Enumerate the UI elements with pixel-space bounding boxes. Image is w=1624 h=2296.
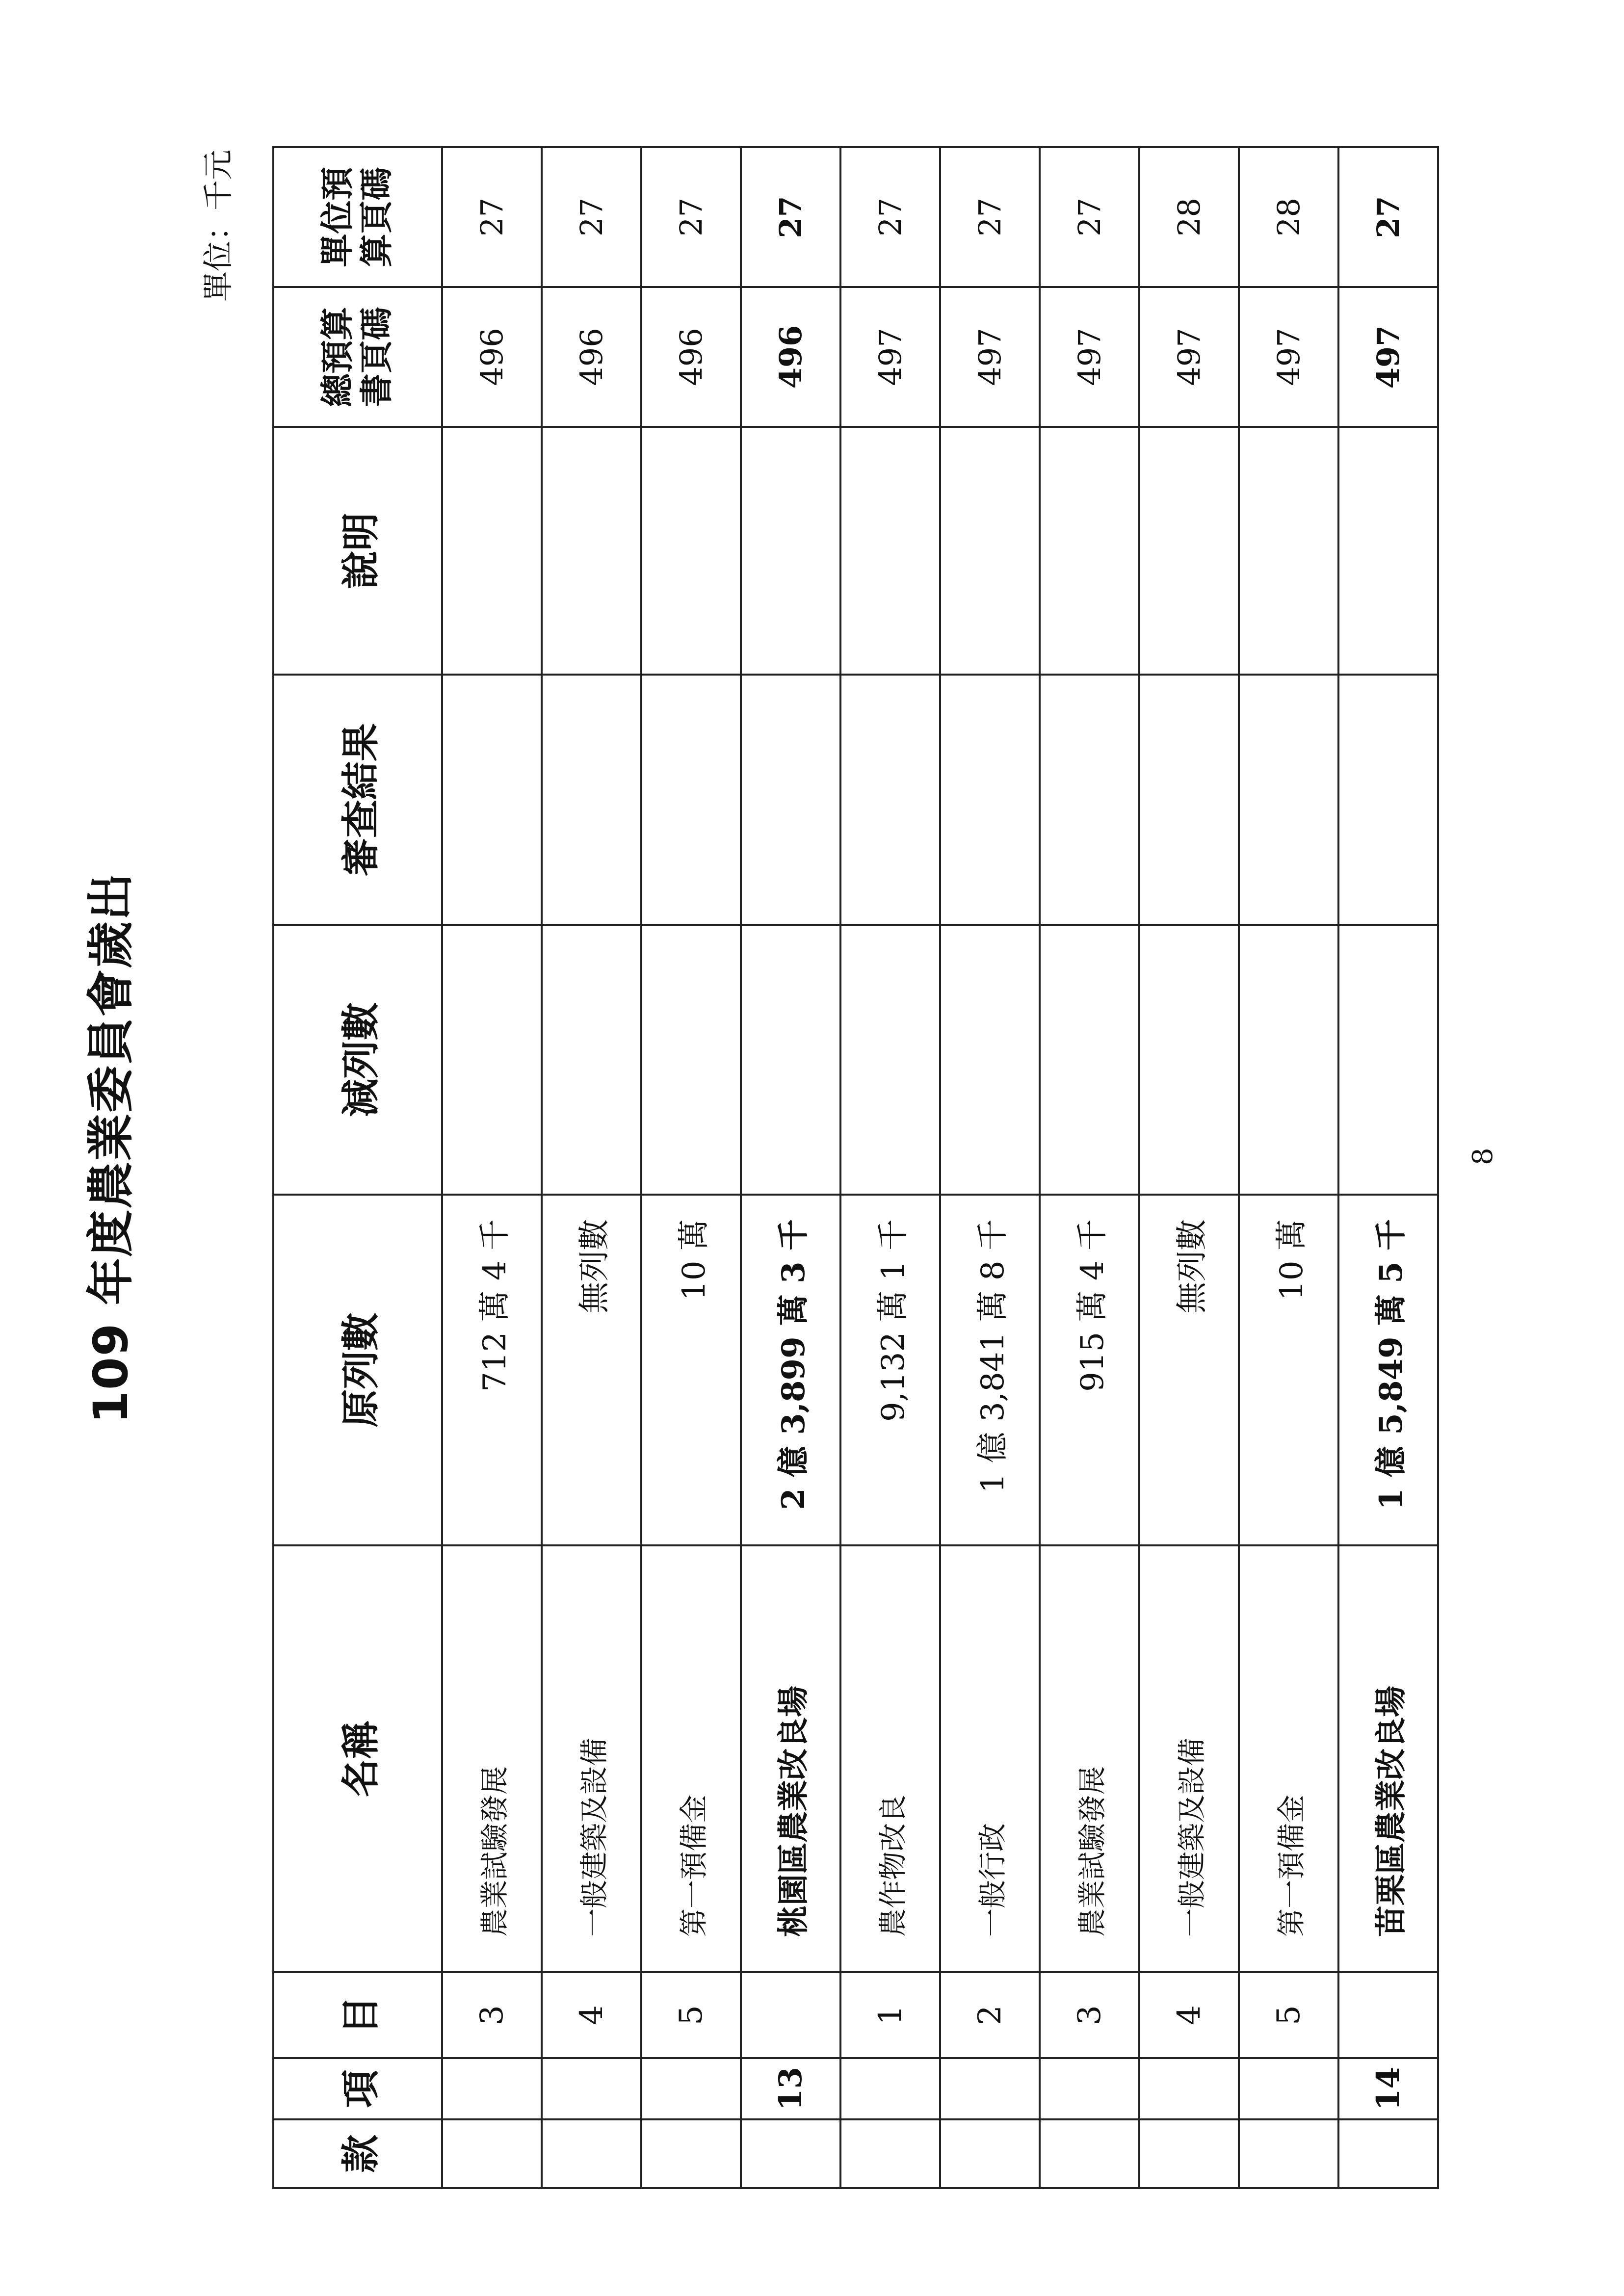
- cell-xiang: [442, 2058, 542, 2119]
- cell-unit-page: 27: [1040, 147, 1139, 287]
- cell-xiang: [1040, 2058, 1139, 2119]
- cell-note: [840, 427, 940, 675]
- col-header-total-page: 總預算書頁碼: [273, 287, 442, 427]
- cell-original: 9,132 萬 1 千: [840, 1195, 940, 1545]
- cell-reduction: [442, 925, 542, 1195]
- cell-reduction: [1239, 925, 1338, 1195]
- cell-result: [542, 675, 641, 925]
- cell-reduction: [741, 925, 840, 1195]
- cell-name: 第一預備金: [641, 1545, 741, 1972]
- cell-kuan: [542, 2119, 641, 2188]
- page-title: 109 年度農業委員會歲出: [83, 872, 138, 1424]
- cell-name: 農業試驗發展: [442, 1545, 542, 1972]
- cell-kuan: [940, 2119, 1040, 2188]
- cell-unit-page: 27: [940, 147, 1040, 287]
- col-header-name: 名稱: [273, 1545, 442, 1972]
- cell-result: [641, 675, 741, 925]
- cell-mu: 4: [1139, 1972, 1239, 2058]
- cell-result: [1139, 675, 1239, 925]
- cell-kuan: [1239, 2119, 1338, 2188]
- cell-name: 桃園區農業改良場: [741, 1545, 840, 1972]
- cell-xiang: 13: [741, 2058, 840, 2119]
- cell-reduction: [840, 925, 940, 1195]
- table-row: [1139, 147, 1239, 2188]
- cell-mu: 3: [1040, 1972, 1139, 2058]
- cell-name: 一般行政: [940, 1545, 1040, 1972]
- cell-total-page: 496: [641, 287, 741, 427]
- cell-name: 一般建築及設備: [542, 1545, 641, 1972]
- cell-unit-page: 28: [1239, 147, 1338, 287]
- cell-note: [1239, 427, 1338, 675]
- cell-kuan: [741, 2119, 840, 2188]
- cell-original: 10 萬: [1239, 1195, 1338, 1545]
- cell-original: 2 億 3,899 萬 3 千: [741, 1195, 840, 1545]
- cell-total-page: 496: [741, 287, 840, 427]
- cell-total-page: 497: [940, 287, 1040, 427]
- cell-total-page: 497: [840, 287, 940, 427]
- cell-note: [641, 427, 741, 675]
- cell-result: [1040, 675, 1139, 925]
- cell-unit-page: 27: [641, 147, 741, 287]
- cell-note: [940, 427, 1040, 675]
- cell-note: [741, 427, 840, 675]
- cell-note: [542, 427, 641, 675]
- col-header-original: 原列數: [273, 1195, 442, 1545]
- cell-name: 第一預備金: [1239, 1545, 1338, 1972]
- table-row: [741, 147, 840, 2188]
- cell-reduction: [940, 925, 1040, 1195]
- cell-mu: 2: [940, 1972, 1040, 2058]
- cell-kuan: [641, 2119, 741, 2188]
- cell-reduction: [1338, 925, 1438, 1195]
- cell-xiang: [1239, 2058, 1338, 2119]
- table-row: [940, 147, 1040, 2188]
- cell-kuan: [840, 2119, 940, 2188]
- table-row: [641, 147, 741, 2188]
- cell-total-page: 497: [1338, 287, 1438, 427]
- page-number: 8: [1467, 1148, 1499, 1165]
- cell-result: [442, 675, 542, 925]
- cell-xiang: [940, 2058, 1040, 2119]
- cell-kuan: [1040, 2119, 1139, 2188]
- cell-unit-page: 27: [840, 147, 940, 287]
- cell-result: [940, 675, 1040, 925]
- cell-total-page: 496: [542, 287, 641, 427]
- cell-name: 農作物改良: [840, 1545, 940, 1972]
- cell-result: [1338, 675, 1438, 925]
- cell-unit-page: 27: [442, 147, 542, 287]
- cell-total-page: 497: [1139, 287, 1239, 427]
- col-header-xiang: 項: [273, 2058, 442, 2119]
- cell-mu: 1: [840, 1972, 940, 2058]
- col-header-kuan: 款: [273, 2119, 442, 2188]
- cell-xiang: 14: [1338, 2058, 1438, 2119]
- cell-reduction: [542, 925, 641, 1195]
- cell-original: 1 億 3,841 萬 8 千: [940, 1195, 1040, 1545]
- cell-name: 一般建築及設備: [1139, 1545, 1239, 1972]
- cell-kuan: [1338, 2119, 1438, 2188]
- cell-xiang: [641, 2058, 741, 2119]
- cell-original: 無列數: [542, 1195, 641, 1545]
- cell-reduction: [641, 925, 741, 1195]
- unit-label: 單位：千元: [200, 150, 236, 302]
- cell-note: [1338, 427, 1438, 675]
- cell-total-page: 497: [1040, 287, 1139, 427]
- table-header-row: [273, 147, 442, 2188]
- col-header-note: 說明: [273, 427, 442, 675]
- table-row: [1239, 147, 1338, 2188]
- cell-result: [741, 675, 840, 925]
- cell-name: 農業試驗發展: [1040, 1545, 1139, 1972]
- table-row: [840, 147, 940, 2188]
- cell-xiang: [1139, 2058, 1239, 2119]
- cell-kuan: [442, 2119, 542, 2188]
- cell-reduction: [1040, 925, 1139, 1195]
- cell-result: [840, 675, 940, 925]
- cell-unit-page: 27: [542, 147, 641, 287]
- cell-unit-page: 27: [741, 147, 840, 287]
- cell-original: 1 億 5,849 萬 5 千: [1338, 1195, 1438, 1545]
- cell-note: [1139, 427, 1239, 675]
- cell-xiang: [542, 2058, 641, 2119]
- cell-name: 苗栗區農業改良場: [1338, 1545, 1438, 1972]
- cell-original: 712 萬 4 千: [442, 1195, 542, 1545]
- cell-total-page: 496: [442, 287, 542, 427]
- cell-mu: 5: [641, 1972, 741, 2058]
- cell-result: [1239, 675, 1338, 925]
- cell-original: 無列數: [1139, 1195, 1239, 1545]
- cell-kuan: [1139, 2119, 1239, 2188]
- col-header-mu: 目: [273, 1972, 442, 2058]
- cell-mu: 4: [542, 1972, 641, 2058]
- cell-note: [1040, 427, 1139, 675]
- cell-original: 915 萬 4 千: [1040, 1195, 1139, 1545]
- cell-reduction: [1139, 925, 1239, 1195]
- table-row: [542, 147, 641, 2188]
- table-row: [442, 147, 542, 2188]
- col-header-result: 審查結果: [273, 675, 442, 925]
- col-header-unit-page: 單位預算頁碼: [273, 147, 442, 287]
- table-row: [1338, 147, 1438, 2188]
- cell-xiang: [840, 2058, 940, 2119]
- cell-mu: [741, 1972, 840, 2058]
- table-row: [1040, 147, 1139, 2188]
- cell-note: [442, 427, 542, 675]
- table-body: [442, 147, 1438, 2188]
- cell-mu: 3: [442, 1972, 542, 2058]
- cell-original: 10 萬: [641, 1195, 741, 1545]
- col-header-reduction: 減列數: [273, 925, 442, 1195]
- cell-mu: [1338, 1972, 1438, 2058]
- cell-unit-page: 28: [1139, 147, 1239, 287]
- cell-total-page: 497: [1239, 287, 1338, 427]
- cell-unit-page: 27: [1338, 147, 1438, 287]
- budget-table: [272, 146, 1439, 2189]
- cell-mu: 5: [1239, 1972, 1338, 2058]
